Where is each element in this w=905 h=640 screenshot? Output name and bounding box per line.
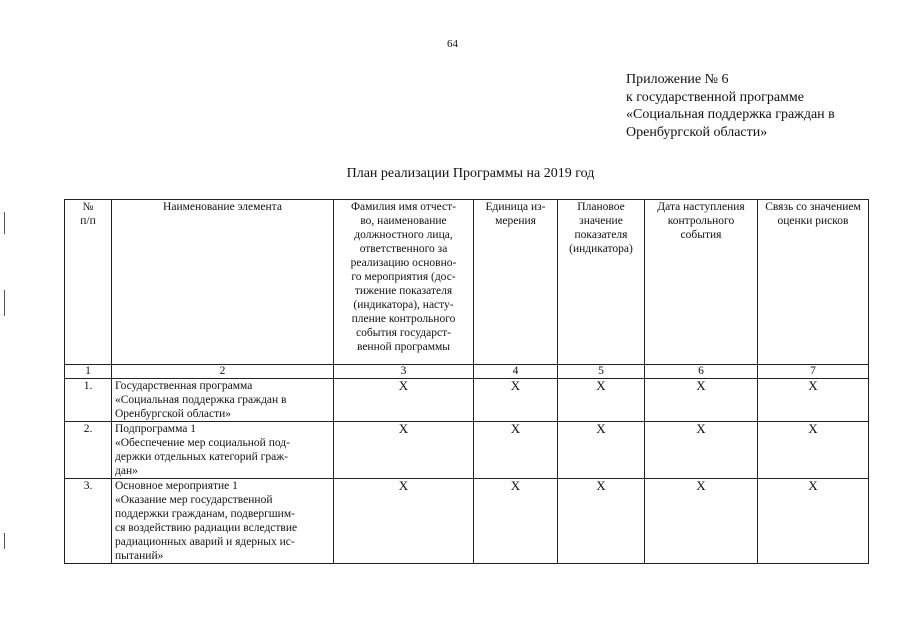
element-name	[112, 379, 334, 422]
scan-margin-mark	[4, 212, 5, 234]
plan-title: План реализации Программы на 2019 год	[346, 166, 595, 181]
header-line: реализацию основно-	[350, 257, 457, 269]
column-number: 4	[474, 365, 558, 379]
element-name-line: держки отдельных категорий граж-	[115, 451, 288, 463]
header-line: оценки рисков	[777, 215, 849, 227]
cell-event-date: X	[645, 479, 758, 564]
header-line: Плановое	[577, 201, 625, 213]
column-number: 2	[112, 365, 334, 379]
header-line: значение	[579, 215, 623, 227]
header-event-date	[645, 200, 758, 365]
cell-unit: X	[474, 379, 558, 422]
header-line: события	[680, 229, 722, 241]
header-row	[65, 200, 869, 365]
appendix-line: «Социальная поддержка граждан в	[626, 107, 835, 122]
element-name-line: «Обеспечение мер социальной под-	[115, 437, 290, 449]
header-line: мерения	[495, 215, 536, 227]
cell-risk-link: X	[758, 479, 869, 564]
header-line: пление контрольного	[351, 313, 456, 325]
header-risk-link	[758, 200, 869, 365]
cell-risk-link: X	[758, 422, 869, 479]
header-line: (индикатора)	[569, 243, 633, 255]
column-number: 1	[65, 365, 112, 379]
appendix-line: к государственной программе	[626, 89, 804, 105]
table-row	[65, 479, 869, 564]
table-row	[65, 422, 869, 479]
cell-responsible: X	[334, 379, 474, 422]
header-line: Единица из-	[485, 201, 546, 213]
element-name-line: Государственная программа	[115, 380, 253, 392]
element-name-line: Оренбургской области»	[115, 408, 232, 420]
row-number: 3.	[65, 479, 112, 564]
header-line: Связь со значением	[765, 201, 861, 213]
element-name-line: ся воздействию радиации вследствие	[115, 522, 298, 534]
cell-risk-link: X	[758, 379, 869, 422]
cell-unit: X	[474, 479, 558, 564]
appendix-line: Оренбургской области»	[626, 124, 768, 140]
scan-margin-mark	[4, 533, 5, 549]
header-no	[65, 200, 112, 365]
column-number: 5	[558, 365, 645, 379]
cell-event-date: X	[645, 422, 758, 479]
cell-event-date: X	[645, 379, 758, 422]
column-number: 6	[645, 365, 758, 379]
page-number: 64	[447, 38, 458, 50]
cell-planned-value: X	[558, 379, 645, 422]
table-row	[65, 379, 869, 422]
cell-planned-value: X	[558, 479, 645, 564]
header-line: показателя	[574, 229, 628, 241]
header-responsible	[334, 200, 474, 365]
cell-responsible: X	[334, 479, 474, 564]
header-planned-value	[558, 200, 645, 365]
plan-table	[64, 199, 869, 564]
column-number-row	[65, 365, 869, 379]
header-line: №	[82, 201, 94, 213]
cell-planned-value: X	[558, 422, 645, 479]
row-number: 2.	[65, 422, 112, 479]
element-name-line: пытаний»	[115, 550, 164, 562]
header-line: во, наименование	[360, 215, 447, 227]
element-name	[112, 422, 334, 479]
column-number: 7	[758, 365, 869, 379]
scan-margin-mark	[4, 290, 5, 316]
cell-unit: X	[474, 422, 558, 479]
element-name-line: дан»	[115, 465, 138, 477]
header-line: (индикатора), насту-	[353, 299, 454, 311]
appendix-line: Приложение № 6	[626, 72, 729, 87]
header-element-name	[112, 200, 334, 365]
element-name-line: «Социальная поддержка граждан в	[115, 394, 287, 406]
cell-responsible: X	[334, 422, 474, 479]
element-name	[112, 479, 334, 564]
header-line: Наименование элемента	[163, 201, 282, 213]
element-name-line: «Оказание мер государственной	[115, 494, 273, 506]
header-line: события государст-	[356, 327, 451, 339]
header-line: п/п	[80, 215, 96, 227]
column-number: 3	[334, 365, 474, 379]
header-line: Дата наступления	[657, 201, 745, 213]
header-line: го мероприятия (дос-	[351, 271, 456, 283]
header-line: Фамилия имя отчест-	[350, 201, 457, 213]
header-line: ответственного за	[359, 243, 448, 255]
header-line: контрольного	[667, 215, 735, 227]
element-name-line: Основное мероприятие 1	[115, 480, 238, 492]
row-number: 1.	[65, 379, 112, 422]
header-unit	[474, 200, 558, 365]
header-line: тижение показателя	[354, 285, 453, 297]
header-line: венной программы	[356, 341, 451, 353]
element-name-line: Подпрограмма 1	[115, 423, 197, 435]
element-name-line: поддержки гражданам, подвергшим-	[115, 508, 295, 520]
element-name-line: радиационных аварий и ядерных ис-	[115, 536, 295, 548]
header-line: должностного лица,	[354, 229, 453, 241]
appendix-note	[626, 71, 835, 141]
